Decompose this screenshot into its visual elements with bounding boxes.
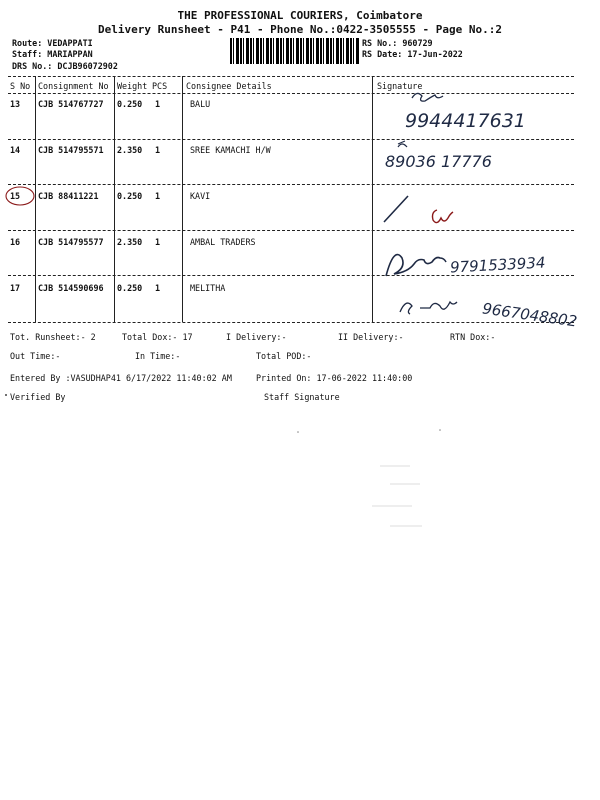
row-consignment: CJB 514795577 [38,237,104,247]
col-header-pcs: PCS [152,81,168,91]
total-dox: Total Dox:- 17 [122,332,193,342]
row-consignee: AMBAL TRADERS [190,237,256,247]
handwritten-phone: 9944417631 [405,110,526,132]
handwritten-phone: 89036 17776 [385,152,492,171]
handwritten-phone: 9791533934 [449,253,546,277]
row-pcs: 1 [155,237,161,247]
route-label: Route: VEDAPPATI [12,38,93,48]
verified-by: Verified By [10,392,66,402]
row-consignee: SREE KAMACHI H/W [190,145,271,155]
entered-by: Entered By :VASUDHAP41 6/17/2022 11:40:02 AM [10,373,232,383]
rs-number: RS No.: 960729 [362,38,433,48]
row-pcs: 1 [155,191,161,201]
row-consignment: CJB 514795571 [38,145,104,155]
row-sno: 13 [10,99,21,109]
total-pod: Total POD:- [256,351,312,361]
row-weight: 2.350 [117,145,143,155]
row-weight: 0.250 [117,99,143,109]
col-header-signature: Signature [377,81,423,91]
row-weight: 0.250 [117,283,143,293]
row-consignment: CJB 514590696 [38,283,104,293]
row-consignee: BALU [190,99,211,109]
handwritten-phone: 9667048802 [481,299,579,331]
ii-delivery: II Delivery:- [338,332,404,342]
company-title: THE PROFESSIONAL COURIERS, Coimbatore [177,9,423,22]
row-pcs: 1 [155,99,161,109]
rs-date: RS Date: 17-Jun-2022 [362,49,463,59]
row-sno: 17 [10,283,21,293]
row-pcs: 1 [155,283,161,293]
col-header-sno: S No [10,81,31,91]
printed-on: Printed On: 17-06-2022 11:40:00 [256,373,413,383]
in-time: In Time:- [135,351,181,361]
col-header-consignee: Consignee Details [186,81,272,91]
row-sno: 16 [10,237,21,247]
total-runsheet: Tot. Runsheet:- 2 [10,332,96,342]
row-pcs: 1 [155,145,161,155]
row-sno: 14 [10,145,21,155]
row-consignee: KAVI [190,191,211,201]
rtn-dox: RTN Dox:- [450,332,496,342]
row-sno: 15 [10,191,21,201]
row-weight: 2.350 [117,237,143,247]
runsheet-title: Delivery Runsheet - P41 - Phone No.:0422-3505555 - Page No.:2 [98,23,502,36]
i-delivery: I Delivery:- [226,332,287,342]
row-consignment: CJB 514767727 [38,99,104,109]
col-header-consignment: Consignment No [38,81,109,91]
staff-label: Staff: MARIAPPAN [12,49,93,59]
drs-number: DRS No.: DCJB96072902 [12,61,118,71]
row-consignment: CJB 88411221 [38,191,99,201]
col-header-weight: Weight [117,81,148,91]
row-consignee: MELITHA [190,283,226,293]
staff-signature: Staff Signature [264,392,340,402]
row-weight: 0.250 [117,191,143,201]
out-time: Out Time:- [10,351,61,361]
